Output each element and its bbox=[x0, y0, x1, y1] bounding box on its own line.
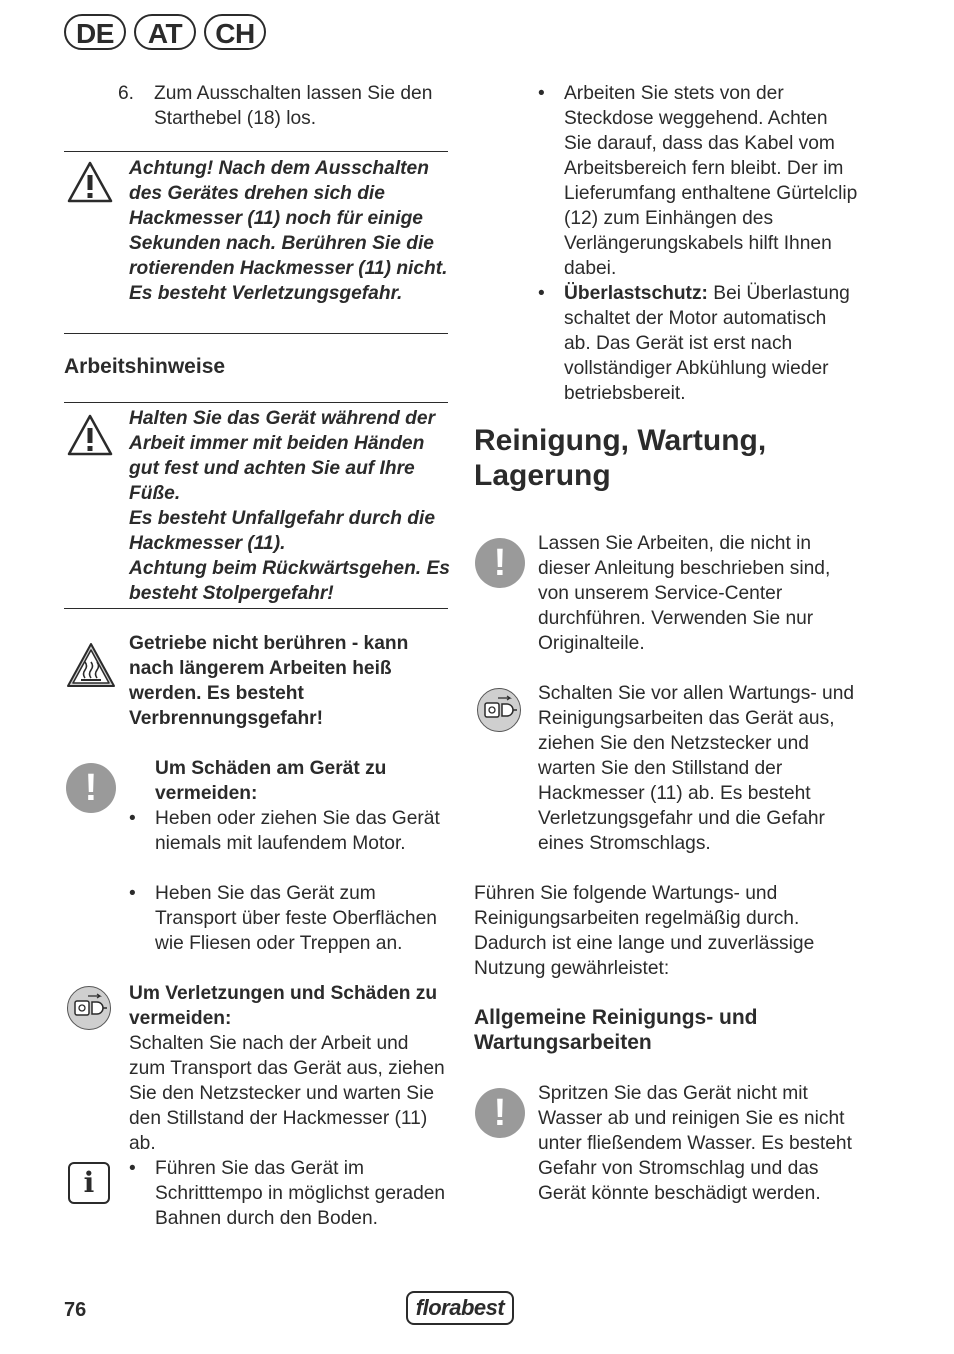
list-item: • Führen Sie das Gerät im Schritttempo in möglichst geraden Bahnen durch den Boden. bbox=[129, 1156, 449, 1231]
overload-bullet bbox=[564, 281, 858, 406]
unplug-glyph bbox=[478, 689, 520, 731]
warning-triangle-icon bbox=[66, 160, 114, 204]
warning-hold-device: Halten Sie das Gerät während der Arbeit immer mit beiden Händen gut fest und achten Sie auf Ihre Füße. bbox=[129, 408, 436, 504]
damage-heading: Um Schäden am Gerät zu vermeiden: bbox=[155, 758, 387, 804]
step-6 bbox=[118, 81, 448, 131]
overload-label: Überlastschutz: bbox=[564, 283, 708, 304]
brand-logo: florabest bbox=[406, 1291, 514, 1325]
overload-text: Bei Überlastung schaltet der Motor automatisch ab. Das Gerät ist erst nach vollständiger Abkühlung wieder betriebsbereit. bbox=[564, 283, 850, 404]
section-heading: Arbeitshinweise bbox=[64, 355, 226, 378]
list-item: • Arbeiten Sie stets von der Steckdose weggehend. Achten Sie darauf, dass das Kabel vom Arbeitsbereich fern bleibt. Der im Lieferumfang enthaltene Gürtelclip (12) zum Einhängen des Verlängerungskabels hilft Ihnen dabei. bbox=[538, 83, 858, 279]
divider bbox=[64, 608, 448, 609]
exclamation-circle-icon: ! bbox=[475, 1088, 525, 1138]
damage-bullet-2: Heben Sie das Gerät zum Transport über feste Oberflächen wie Fliesen oder Treppen an. bbox=[155, 883, 437, 954]
hot-surface-icon bbox=[66, 642, 116, 688]
step-number: 6. bbox=[118, 83, 135, 104]
list-item: • Heben oder ziehen Sie das Gerät niemals mit laufendem Motor. bbox=[129, 806, 449, 856]
page-number: 76 bbox=[64, 1299, 87, 1321]
exclamation-circle-icon: ! bbox=[475, 538, 525, 588]
maintenance-intro: Führen Sie folgende Wartungs- und Reinigungsarbeiten regelmäßig durch. Dadurch ist eine lange und zuverlässige Nutzung gewährleistet: bbox=[474, 883, 815, 979]
list-item: • Überlastschutz: Bei Überlastung schaltet der Motor automatisch ab. Das Gerät ist erst nach vollständiger Abkühlung wieder betriebsbereit. bbox=[538, 281, 858, 406]
warning-triangle-icon bbox=[66, 413, 114, 457]
divider bbox=[64, 333, 448, 334]
step-text: Zum Ausschalten lassen Sie den Starthebel (18) los. bbox=[154, 83, 433, 129]
main-heading: Reinigung, Wartung, Lagerung bbox=[474, 424, 767, 492]
unplug-glyph bbox=[68, 987, 110, 1029]
socket-bullet: Arbeiten Sie stets von der Steckdose weggehend. Achten Sie darauf, dass das Kabel vom Arbeitsbereich fern bleibt. Der im Lieferumfang enthaltene Gürtelclip (12) zum Einhängen des Verlängerungskabels hilft Ihnen dabei. bbox=[564, 83, 858, 279]
divider bbox=[64, 402, 448, 403]
unplug-icon bbox=[477, 688, 521, 732]
divider bbox=[64, 151, 448, 152]
injury-text: Schalten Sie nach der Arbeit und zum Transport das Gerät aus, ziehen Sie den Netzstecker und warten Sie den Stillstand der Hackmesser (11) ab. bbox=[129, 1033, 445, 1154]
info-bullet: Führen Sie das Gerät im Schritttempo in möglichst geraden Bahnen durch den Boden. bbox=[155, 1158, 446, 1229]
water-notice: Spritzen Sie das Gerät nicht mit Wasser ab und reinigen Sie es nicht unter fließendem Wasser. Es besteht Gefahr von Stromschlag und das Gerät könnte beschädigt werden. bbox=[538, 1083, 852, 1204]
sub-heading: Allgemeine Reinigungs- und Wartungsarbeiten bbox=[474, 1006, 758, 1054]
exclamation-circle-icon: ! bbox=[66, 763, 116, 813]
service-notice: Lassen Sie Arbeiten, die nicht in dieser Anleitung beschrieben sind, von unserem Service-Center durchführen. Verwenden Sie nur Originalteile. bbox=[538, 533, 831, 654]
lang-badge-de: DE bbox=[64, 14, 126, 50]
warning-after-shutdown: Achtung! Nach dem Ausschalten des Gerätes drehen sich die Hackmesser (11) noch für einige Sekunden nach. Berühren Sie die rotierenden Hackmesser (11) nicht. Es besteht Verletzungsgefahr. bbox=[129, 158, 448, 304]
working-safety-warning bbox=[129, 406, 451, 606]
lang-badge-at: AT bbox=[134, 14, 196, 50]
language-badges bbox=[64, 14, 266, 50]
warning-blades: Es besteht Unfallgefahr durch die Hackmesser (11). bbox=[129, 508, 435, 554]
injury-heading: Um Verletzungen und Schäden zu vermeiden: bbox=[129, 983, 438, 1029]
unplug-notice: Schalten Sie vor allen Wartungs- und Reinigungsarbeiten das Gerät aus, ziehen Sie den Netzstecker und warten Sie den Stillstand der Hackmesser (11) ab. Es besteht Verletzungsgefahr und die Gefahr eines Stromschlags. bbox=[538, 683, 855, 854]
hot-gearbox-warning: Getriebe nicht berühren - kann nach längerem Arbeiten heiß werden. Es besteht Verbrennungsgefahr! bbox=[129, 633, 409, 729]
list-item: • Heben Sie das Gerät zum Transport über feste Oberflächen wie Fliesen oder Treppen an. bbox=[129, 881, 449, 956]
damage-bullet-1: Heben oder ziehen Sie das Gerät niemals mit laufendem Motor. bbox=[155, 808, 440, 854]
lang-badge-ch: CH bbox=[204, 14, 266, 50]
warning-walking-back: Achtung beim Rückwärtsgehen. Es besteht Stolpergefahr! bbox=[129, 558, 450, 604]
unplug-icon bbox=[67, 986, 111, 1030]
info-icon: i bbox=[68, 1162, 110, 1204]
